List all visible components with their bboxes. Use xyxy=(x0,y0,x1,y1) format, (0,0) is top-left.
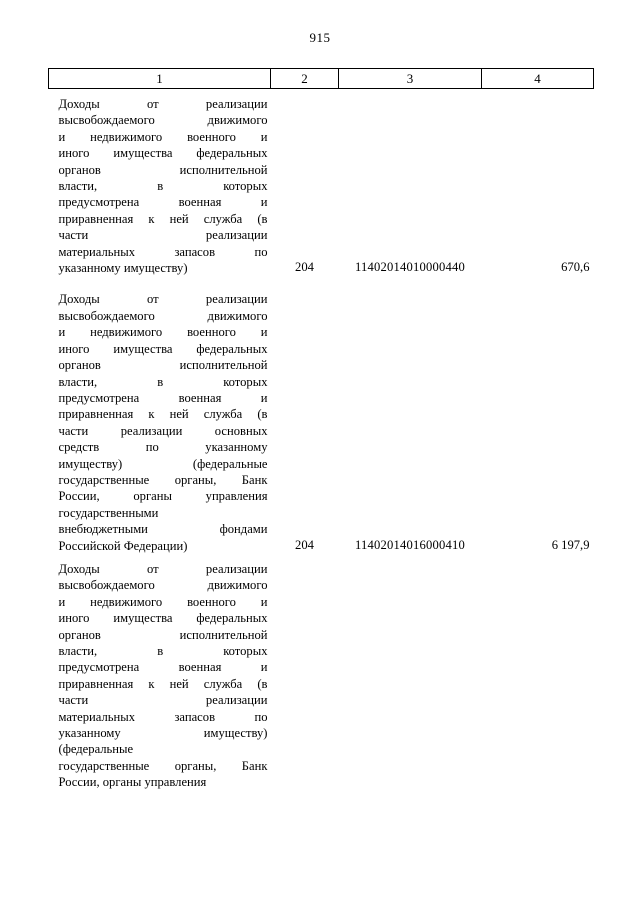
description-line: материальных запасов по xyxy=(58,244,268,259)
row-code: 204 xyxy=(295,537,314,552)
description-line: указанному имуществу) xyxy=(58,726,268,741)
description-line: иного имущества федеральных xyxy=(58,611,268,626)
description-line: материальных запасов по xyxy=(58,709,268,724)
row-kbk xyxy=(339,554,482,791)
row-description-lines-2 xyxy=(59,561,268,791)
row-description xyxy=(49,284,271,554)
row-description xyxy=(49,89,271,277)
description-line: приравненная к ней служба (в xyxy=(58,211,268,226)
description-line: высвобождаемого движимого xyxy=(58,308,268,323)
row-description-lines-1 xyxy=(59,291,268,554)
description-line: части реализации xyxy=(58,228,268,243)
description-line: и недвижимого военного и xyxy=(58,129,268,144)
description-line: государственные органы, Банк xyxy=(58,758,268,773)
row-amount: 6 197,9 xyxy=(551,537,590,552)
description-line: предусмотрена военная и xyxy=(58,390,268,405)
description-line: предусмотрена военная и xyxy=(58,660,268,675)
description-line: России, органы управления xyxy=(58,489,268,504)
description-line: и недвижимого военного и xyxy=(58,325,268,340)
description-line: власти, в которых xyxy=(58,644,268,658)
description-line: иного имущества федеральных xyxy=(58,146,268,161)
row-code: 204 xyxy=(295,260,314,275)
description-line: России, органы управления xyxy=(58,775,207,790)
description-line: имуществу) (федеральные xyxy=(58,456,268,471)
description-line: Российской Федерации) xyxy=(58,538,188,553)
row-kbk: 11402014010000440 xyxy=(355,260,465,275)
description-line: средств по указанному xyxy=(58,440,268,455)
row-spacer xyxy=(49,276,594,284)
budget-revenue-table xyxy=(48,68,594,791)
spacer-cell xyxy=(49,276,594,284)
description-line: части реализации основных xyxy=(58,423,268,438)
row-amount xyxy=(482,554,594,791)
page-number: 915 xyxy=(309,30,331,45)
row-description-lines-0 xyxy=(59,96,268,276)
description-line: Доходы от реализации xyxy=(58,292,268,307)
description-line: государственные органы, Банк xyxy=(58,472,268,487)
description-line: части реализации xyxy=(58,693,268,708)
description-line: органов исполнительной xyxy=(58,627,268,642)
row-amount: 670,6 xyxy=(561,260,590,275)
description-line: иного имущества федеральных xyxy=(58,341,268,356)
table-row xyxy=(49,554,594,791)
description-line: органов исполнительной xyxy=(58,162,268,177)
description-line: предусмотрена военная и xyxy=(58,195,268,210)
description-line: Доходы от реализации xyxy=(58,561,268,576)
table-header-row xyxy=(49,69,594,89)
description-line: (федеральные xyxy=(58,742,134,757)
column-header-1: 1 xyxy=(49,69,271,89)
description-line: и недвижимого военного и xyxy=(58,594,268,609)
table-row xyxy=(49,284,594,554)
description-line: высвобождаемого движимого xyxy=(58,578,268,593)
column-header-2: 2 xyxy=(271,69,339,89)
description-line: власти, в которых xyxy=(58,179,268,194)
description-line: указанному имуществу) xyxy=(58,261,188,276)
column-header-4: 4 xyxy=(482,69,594,89)
description-line: внебюджетными фондами xyxy=(58,522,268,537)
description-line: органов исполнительной xyxy=(58,358,268,373)
description-line: государственными xyxy=(58,505,159,520)
description-line: приравненная к ней служба (в xyxy=(58,676,268,691)
row-code xyxy=(271,554,339,791)
table-header xyxy=(49,69,594,89)
table-body xyxy=(49,89,594,791)
description-line: власти, в которых xyxy=(58,374,268,389)
description-line: высвобождаемого движимого xyxy=(58,113,268,128)
column-header-3: 3 xyxy=(339,69,482,89)
description-line: Доходы от реализации xyxy=(58,97,268,111)
description-line: приравненная к ней служба (в xyxy=(58,407,268,422)
table-row xyxy=(49,89,594,277)
row-description xyxy=(49,554,271,791)
row-kbk: 11402014016000410 xyxy=(355,537,465,552)
